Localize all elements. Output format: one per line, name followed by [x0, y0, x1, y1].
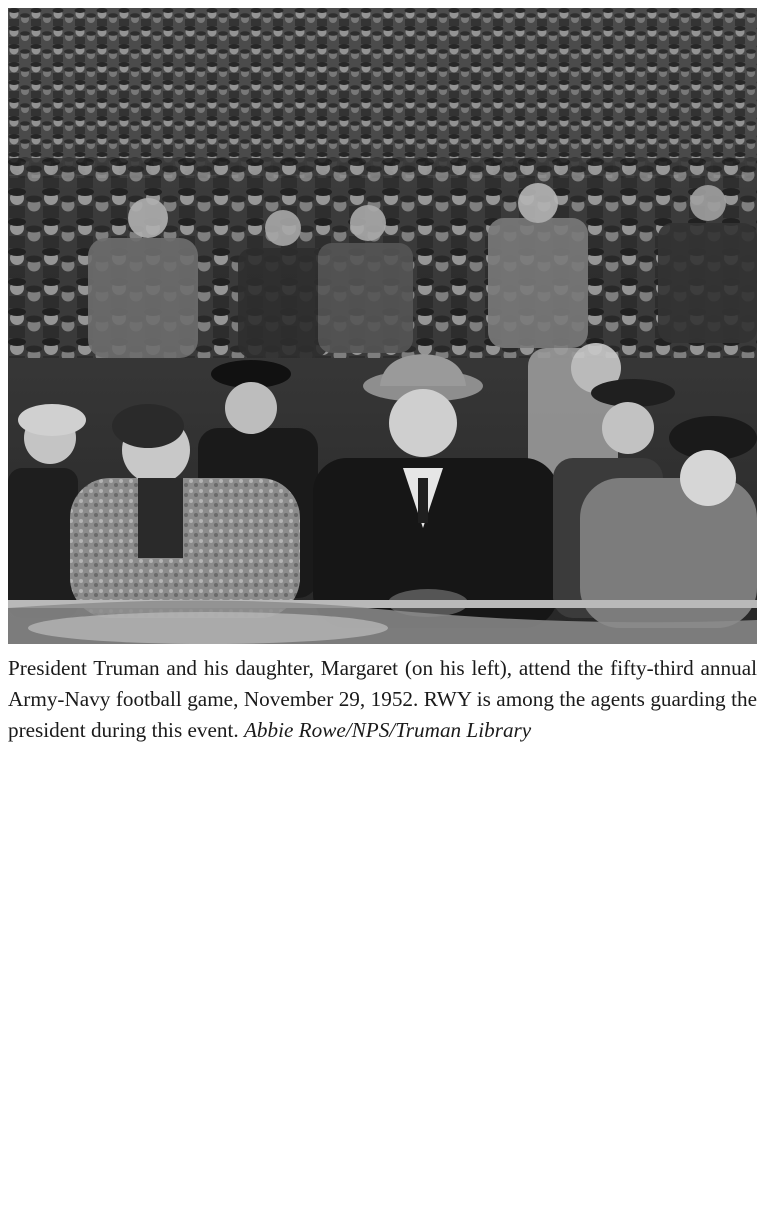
caption-text: President Truman and his daughter, Margaret (on his left), attend the fifty-third annual Army-Navy football game, November 29, 1952. RWY is among the agents guarding the president during this event.	[8, 656, 757, 742]
photo-credit: Abbie Rowe/NPS/Truman Library	[243, 718, 532, 742]
truman-crowd-photo	[8, 8, 757, 644]
photo-caption	[8, 653, 757, 746]
photograph	[8, 8, 757, 644]
